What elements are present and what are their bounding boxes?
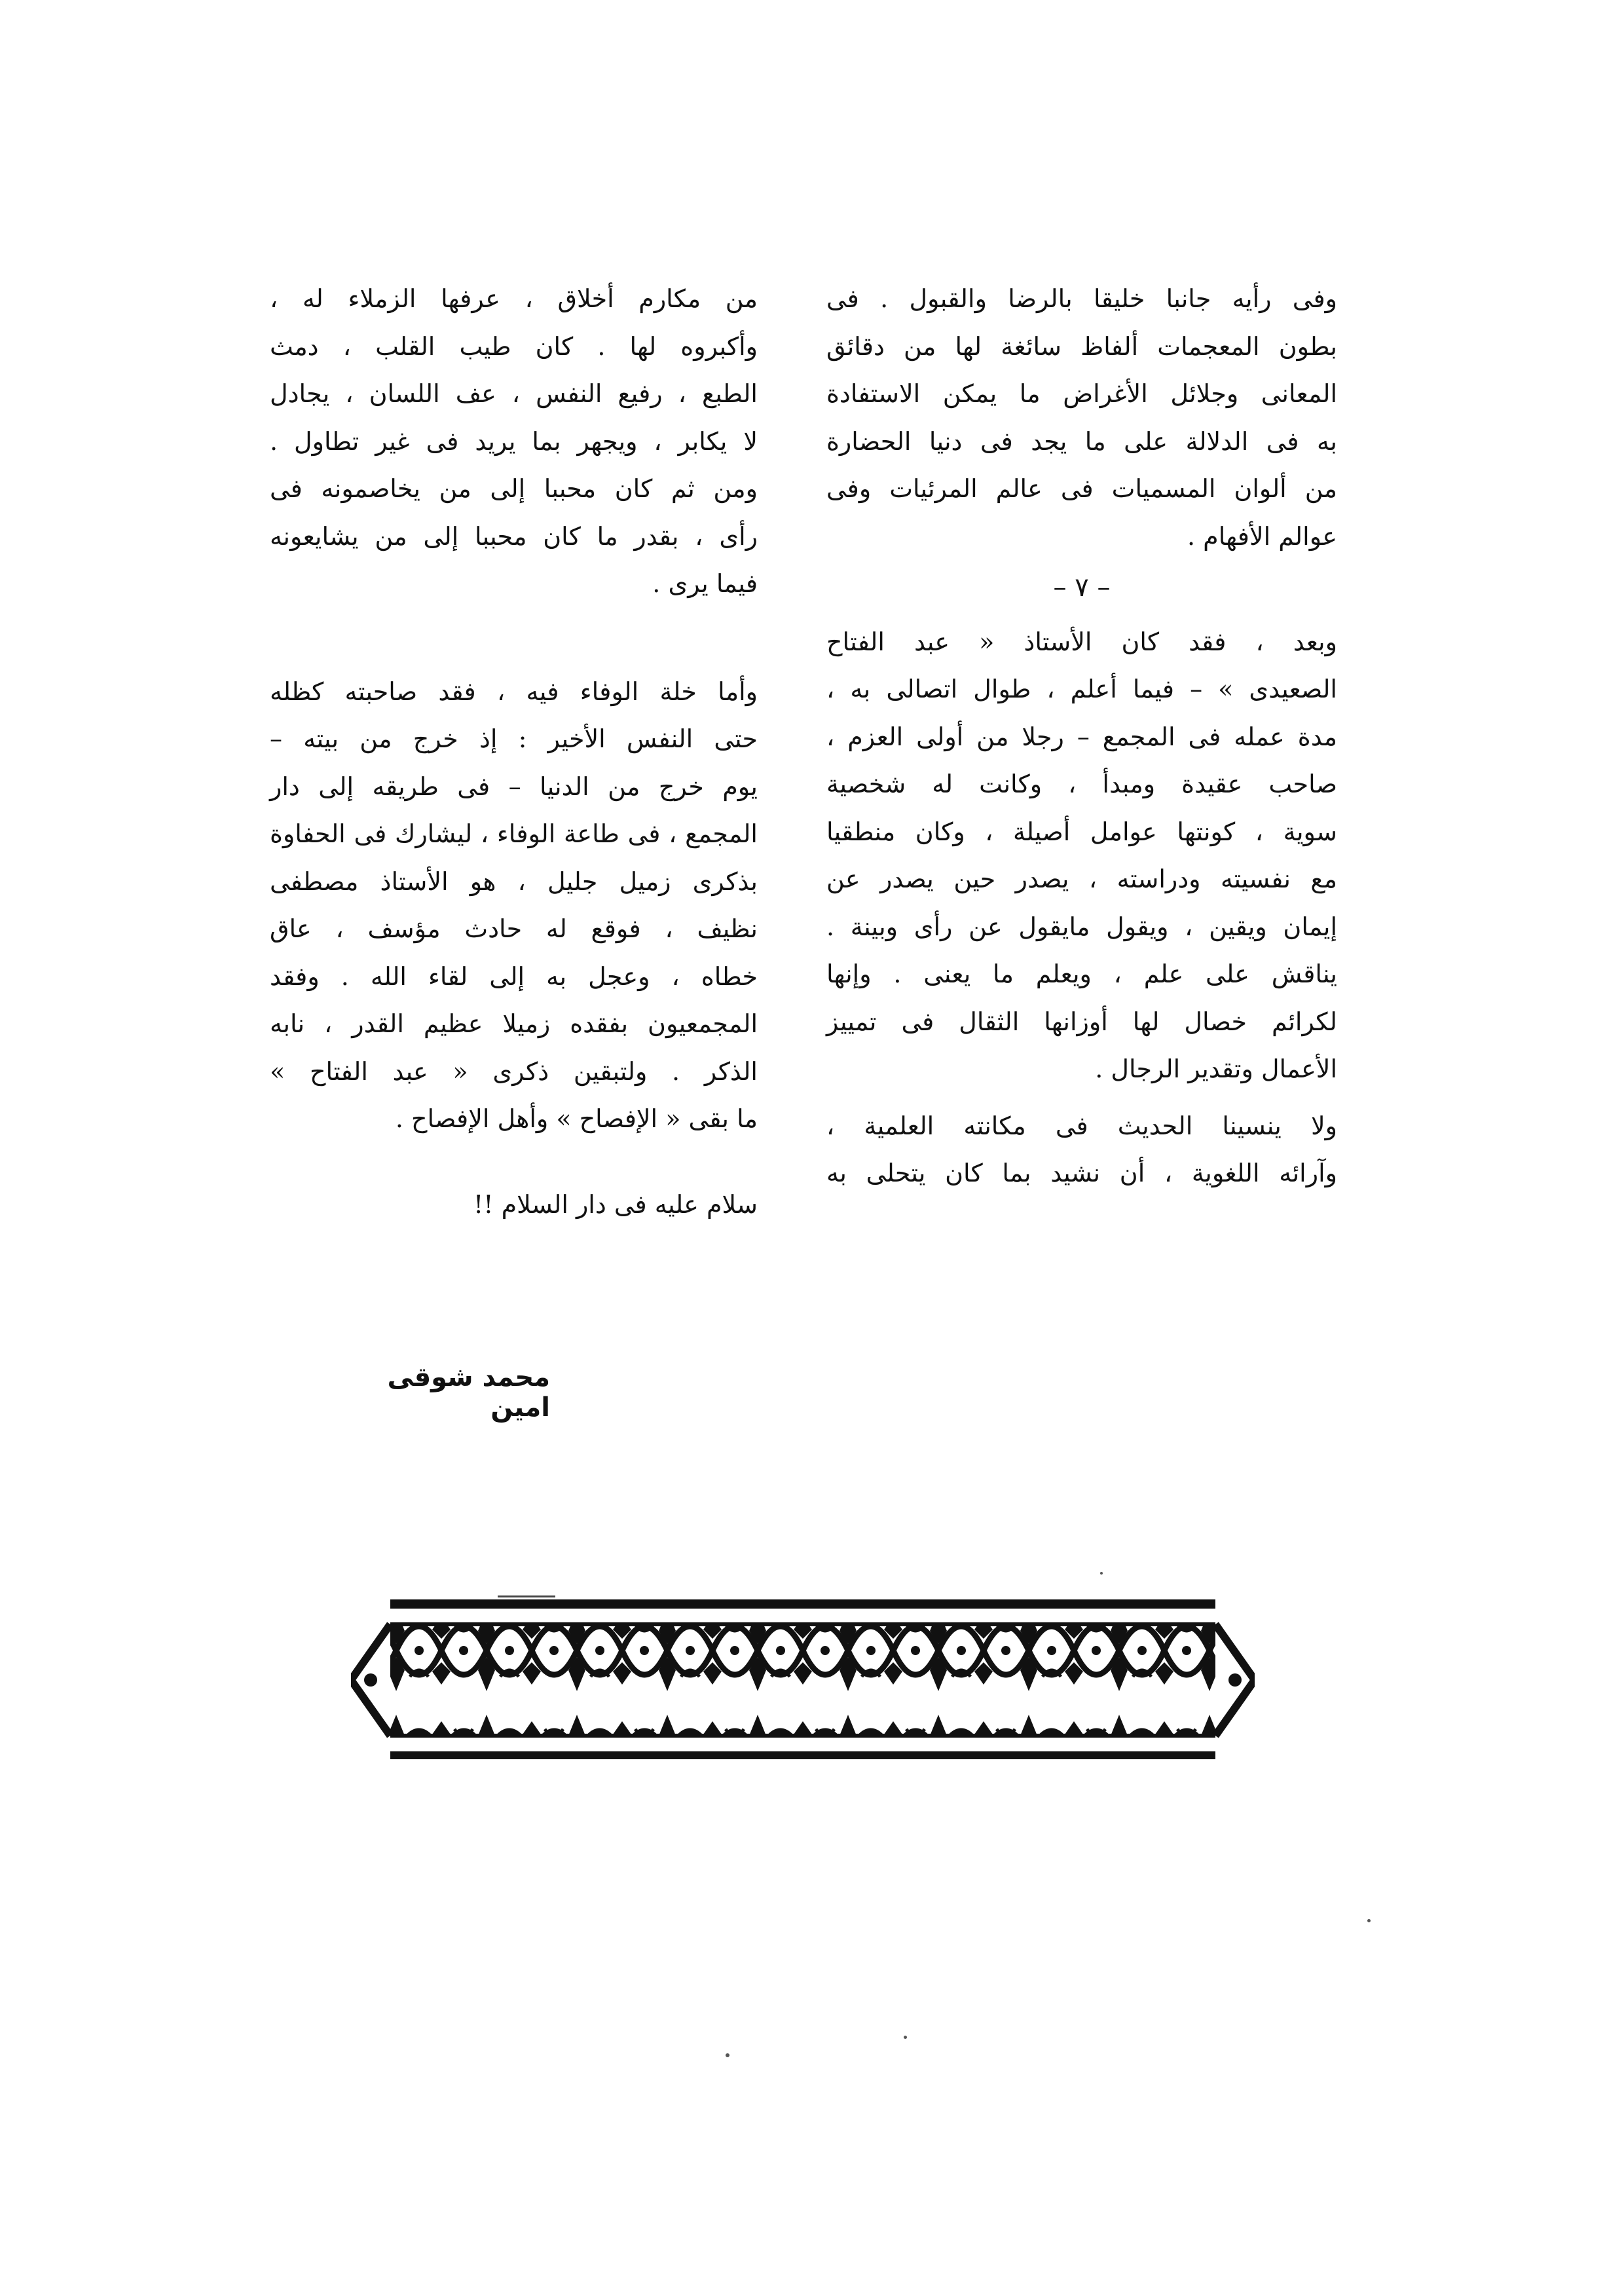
paragraph-character [270,275,758,608]
paper-speck [726,2053,729,2057]
text-line: وأما خلة الوفاء فيه ، فقد صاحبته كظله [270,677,758,706]
text-line: عوالم الأفهام . [1187,521,1337,551]
text-line: المجمع ، فى طاعة الوفاء ، ليشارك فى الحفاوة [270,819,758,848]
text-line: فيما يرى . [652,569,758,598]
text-line: ما بقى « الإفصاح » وأهل الإفصاح . [395,1104,758,1133]
text-line: الأعمال وتقدير الرجال . [1095,1054,1337,1083]
text-line: إيمان ويقين ، ويقول مايقول عن رأى وبينة . [826,912,1337,941]
text-line: المعانى وجلائل الأغراض ما يمكن الاستفادة [826,379,1337,408]
text-line: ولا ينسينا الحديث فى مكانته العلمية ، [826,1111,1337,1140]
text-line: ومن ثم كان محببا إلى من يخاصمونه فى [270,474,758,503]
text-line: به فى الدلالة على ما يجد فى دنيا الحضارة [826,426,1337,456]
paper-speck [1100,1572,1103,1575]
text-line: لكرائم خصال لها أوزانها الثقال فى تمييز [826,1007,1337,1036]
text-line: نظيف ، فوقع له حادث مؤسف ، عاق [270,914,758,943]
text-line: بطون المعجمات ألفاظ سائغة لها من دقائق [826,331,1337,361]
text-line: وآرائه اللغوية ، أن نشيد بما كان يتحلى به [826,1159,1337,1187]
text-line: صاحب عقيدة ومبدأ ، وكانت له شخصية [826,770,1337,798]
text-line: خطاه ، وعجل به إلى لقاء الله . وفقد [270,961,758,991]
paper-speck [904,2036,907,2039]
text-line: سوية ، كونتها عوامل أصيلة ، وكان منطقيا [826,817,1337,846]
text-line: يناقش على علم ، ويعلم ما يعنى . وإنها [826,960,1337,988]
text-line: مدة عمله فى المجمع – رجلا من أولى العزم ، [826,722,1337,751]
text-line: الذكر . ولتبقين ذكرى « عبد الفتاح » [270,1056,758,1086]
text-line: وبعد ، فقد كان الأستاذ « عبد الفتاح [826,627,1337,656]
text-line: مع نفسيته ودراسته ، يصدر حين يصدر عن [826,865,1337,893]
text-line: يوم خرج من الدنيا – فى طريقه إلى دار [270,772,758,801]
text-line: حتى النفس الأخير : إذ خرج من بيته – [270,724,758,753]
paragraph-gap [270,608,758,668]
section-number: – ٧ – [1053,572,1111,603]
paragraph-tribute [826,618,1337,1093]
stray-rule-mark [498,1595,555,1597]
author-signature: محمد شوقى امين [387,1362,550,1423]
text-line: المجمعيون بفقده زميلا عظيم القدر ، نابه [270,1009,758,1038]
text-line: الصعيدى » – فيما أعلم ، طوال اتصالى به ، [826,675,1337,703]
closing-salutation: سلام عليه فى دار السلام !! [473,1189,758,1219]
text-line: من ألوان المسميات فى عالم المرئيات وفى [826,474,1337,503]
decorative-arabesque-border [351,1598,1255,1762]
text-line: لا يكابر ، ويجهر بما يريد فى غير تطاول . [270,426,758,456]
text-line: من مكارم أخلاق ، عرفها الزملاء له ، [270,284,758,313]
left-text-column [270,275,758,1228]
text-line: وفى رأيه جانبا خليقا بالرضا والقبول . فى [826,284,1337,313]
right-text-column [826,275,1337,1197]
text-line: رأى ، بقدر ما كان محببا إلى من يشايعونه [270,521,758,551]
paragraph-continuation [826,275,1337,560]
text-line: بذكرى زميل جليل ، هو الأستاذ مصطفى [270,867,758,896]
text-line: الطبع ، رفيع النفس ، عف اللسان ، يجادل [270,379,758,408]
paragraph-scholarship [826,1102,1337,1197]
paper-speck [1367,1919,1371,1922]
text-line: وأكبروه لها . كان طيب القلب ، دمث [270,331,758,361]
paragraph-loyalty [270,668,758,1143]
